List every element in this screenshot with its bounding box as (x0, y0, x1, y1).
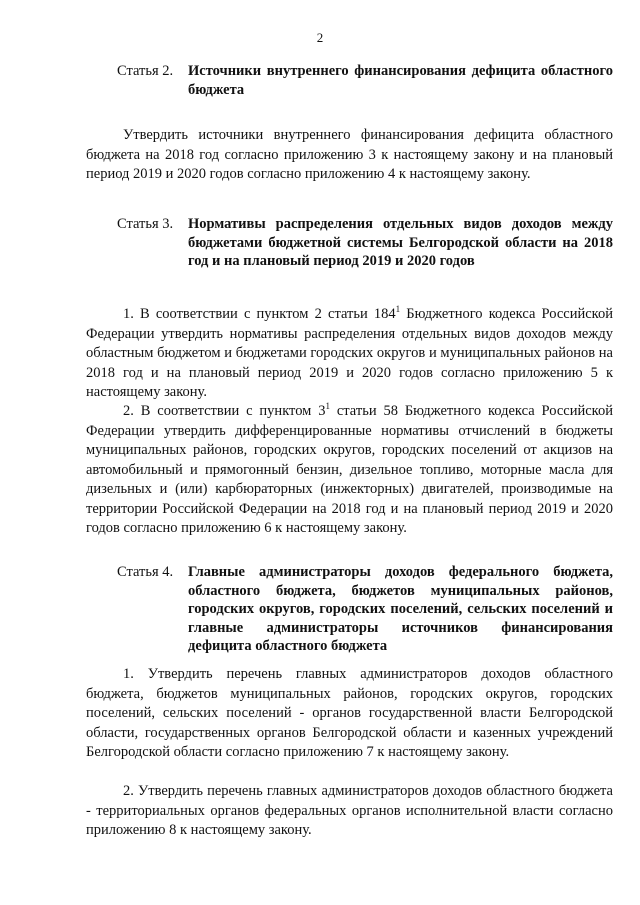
superscript: 1 (325, 401, 330, 412)
article-2-heading (117, 62, 613, 99)
article-label: Статья 3. (117, 216, 174, 232)
paragraph: Утвердить источники внутреннего финансирования дефицита областного бюджета на 2018 год согласно приложению 3 к настоящему закону и на плановый период 2019 и 2020 годов согласно приложению 4 к настоящему закону. (86, 127, 613, 182)
article-3-heading (117, 215, 613, 271)
paragraph: 2. В соответствии с пунктом $3^1$ статьи 58 Бюджетного кодекса Российской Федерации утвердить дифференцированные нормативы отчислений в бюджеты муниципальных районов, городских округов, городских поселений от акцизов на автомобильный и прямогонный бензин, дизельное топливо, моторные масла для дизельных и (или) карбюраторных (инжекторных) двигателей, производимые на территории Российской Федерации на 2018 год и на плановый период 2019 и 2020 годов согласно приложению 6 к настоящему закону. (86, 401, 613, 536)
article-label: Статья 2. (117, 63, 174, 79)
paragraph: 2. Утвердить перечень главных администраторов доходов областного бюджета - территориальных органов федеральных органов исполнительной власти согласно приложению 8 к настоящему закону. (86, 783, 613, 838)
article-title: Источники внутреннего финансирования дефицита областного бюджета (188, 63, 613, 98)
article-title: Нормативы распределения отдельных видов доходов между бюджетами бюджетной системы Белгородской области на 2018 год и на плановый период 2019 и 2020 годов (188, 216, 613, 269)
paragraph: 1. Утвердить перечень главных администраторов доходов областного бюджета, бюджетов муниципальных районов, городских округов, городских поселений, сельских поселений - органов государственной власти Белгородской области, государственных органов Белгородской области и казенных учреждений Белгородской области согласно приложению 7 к настоящему закону. (86, 666, 613, 760)
article-title: Главные администраторы доходов федерального бюджета, областного бюджета, бюджетов муниципальных районов, городских округов, городских поселений, сельских поселений и главные администраторы источников финансирования дефицита областного бюджета (188, 564, 613, 654)
paragraph: 1. В соответствии с пунктом 2 статьи $184^1$ Бюджетного кодекса Российской Федерации утвердить нормативы распределения отдельных видов доходов между областным бюджетом и бюджетами городских округов и муниципальных районов на 2018 год и на плановый период 2019 и 2020 годов согласно приложению 5 к настоящему закону. (86, 304, 613, 400)
article-label: Статья 4. (117, 564, 174, 580)
superscript: 1 (395, 304, 401, 315)
page-number: 2 (316, 30, 324, 45)
article-4-heading (117, 563, 613, 656)
